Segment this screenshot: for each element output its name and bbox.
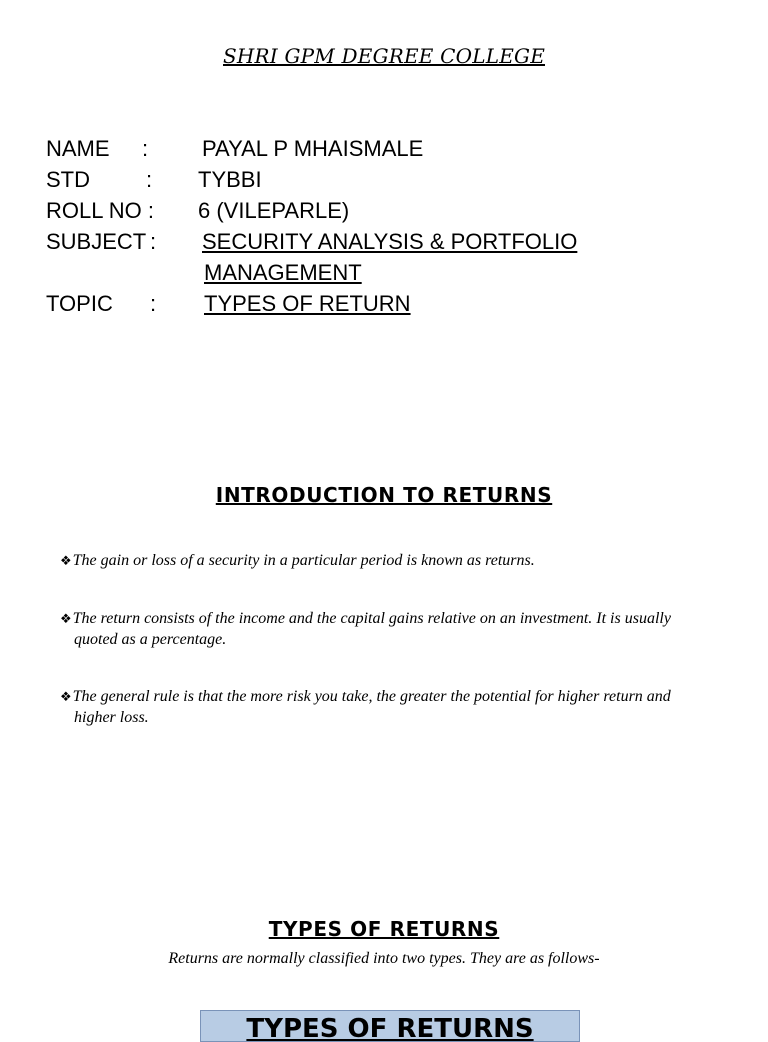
intro-heading: INTRODUCTION TO RETURNS	[215, 483, 553, 507]
types-box: TYPES OF RETURNS	[200, 1010, 580, 1042]
roll-label: ROLL NO :	[46, 198, 154, 223]
diamond-bullet-icon: ❖	[60, 553, 72, 568]
bullet-text: The return consists of the income and the capital gains relative on an investment. It is usually	[72, 610, 671, 627]
subject-colon: :	[150, 229, 157, 254]
diamond-bullet-icon: ❖	[60, 689, 72, 704]
intro-bullet	[60, 550, 720, 571]
roll-value: 6 (VILEPARLE)	[198, 198, 350, 223]
std-value: TYBBI	[198, 167, 262, 192]
name-colon: :	[142, 136, 149, 161]
subject-label: SUBJECT	[46, 229, 147, 254]
name-value: PAYAL P MHAISMALE	[202, 136, 424, 161]
bullet-text-cont: quoted as a percentage.	[74, 631, 227, 648]
intro-bullet	[60, 608, 720, 650]
bullet-text: The general rule is that the more risk you take, the greater the potential for higher return and	[72, 688, 671, 705]
types-heading: TYPES OF RETURNS	[268, 917, 500, 941]
topic-label: TOPIC	[46, 291, 113, 316]
types-subtext: Returns are normally classified into two types. They are as follows-	[168, 950, 600, 967]
bullet-text: The gain or loss of a security in a particular period is known as returns.	[72, 552, 535, 569]
intro-bullet	[60, 686, 720, 728]
topic-colon: :	[150, 291, 157, 316]
subject-value-cont: MANAGEMENT	[204, 260, 362, 285]
college-title: SHRI GPM DEGREE COLLEGE	[223, 44, 545, 68]
subject-value: SECURITY ANALYSIS & PORTFOLIO	[202, 229, 578, 254]
std-label: STD	[46, 167, 90, 192]
bullet-text-cont: higher loss.	[74, 709, 149, 726]
name-label: NAME	[46, 136, 110, 161]
std-colon: :	[146, 167, 153, 192]
diamond-bullet-icon: ❖	[60, 611, 72, 626]
topic-value: TYPES OF RETURN	[204, 291, 411, 316]
